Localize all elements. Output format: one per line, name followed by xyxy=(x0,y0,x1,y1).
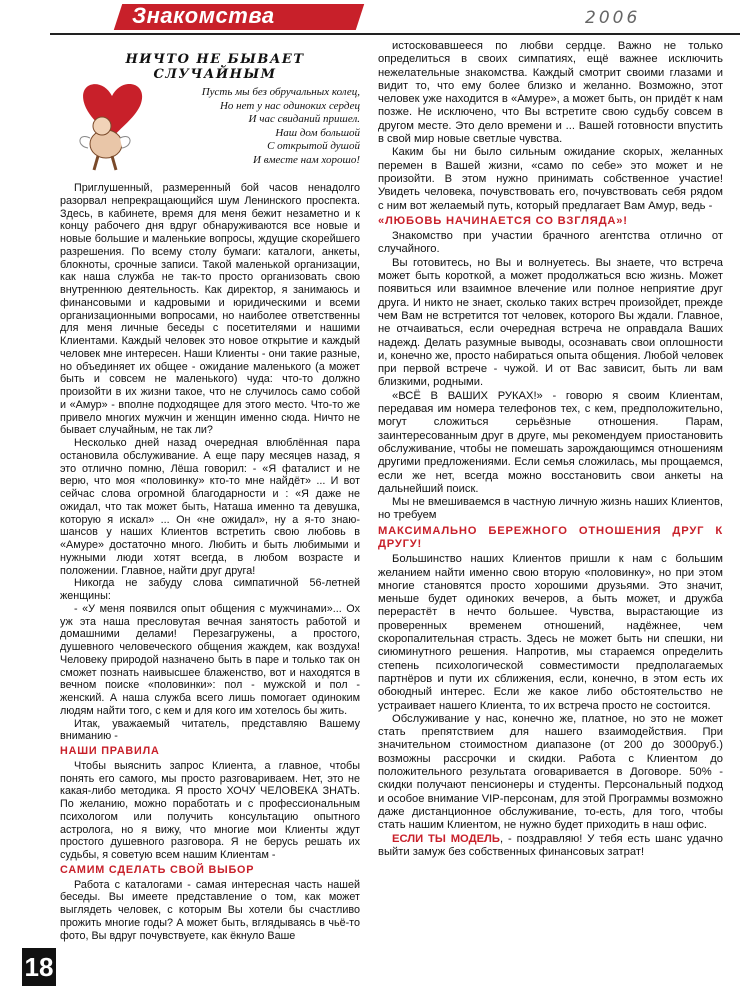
paragraph: Знакомство при участии брачного агентства отлично от случайного. xyxy=(378,230,723,256)
cupid-heart-illustration xyxy=(72,74,152,174)
closing-emphasis: ЕСЛИ ТЫ МОДЕЛЬ xyxy=(392,832,500,845)
closing-paragraph xyxy=(378,833,723,860)
paragraph: истосковавшееся по любви сердце. Важно не только определиться в своих симпатиях, ещё важнее исключить нежелательные знакомства. Каждый смотрит своими глазами и видит то, что ему более близко и желанно. Возможно, этот человек уже находится в «Амуре», а может быть, он придёт к нам позже. Не исключено, что Вы встретите свою судьбу совсем в другом месте. Это дело времени и ... Вашей готовности впустить в свой мир новые светлые чувства. xyxy=(378,40,723,146)
page-number: 18 xyxy=(22,948,56,986)
poem xyxy=(150,86,360,168)
paragraph: Мы не вмешиваемся в частную личную жизнь наших Клиентов, но требуем xyxy=(378,496,723,522)
poem-line: С открытой душой xyxy=(267,140,360,153)
subheading-rules: НАШИ ПРАВИЛА xyxy=(60,745,160,757)
paragraph: Обслуживание у нас, конечно же, платное, но это не может стать препятствием для нашего взаимодействия. При значительном стоимостном диапазоне (от 200 до 3000руб.) возможны рассрочки и скидки. Работа с Клиентом до положительного результата оговаривается в Договоре. 50% - скидки получают пенсионеры и студенты. Персональный подход и особое внимание VIP-персонам, для этой Программы возможно даже дистанционное обслуживание, то-есть, для того, чтобы стать нашим Клиентом, не нужно будет приходить в наш офис. xyxy=(378,712,723,832)
paragraph: Чтобы выяснить запрос Клиента, а главное, чтобы понять его самого, мы просто разговариваем. Нет, это не какая-либо методика. Я просто ХОЧУ ЧЕЛОВЕКА ЗНАТЬ. По желанию, можно поработать и с профессиональным психологом или получить консультацию опытного астролога, но я вижу, что многие мои Клиенты ждут простого душевного разговора. Я не берусь решать их судьбы, я советую всем нашим Клиентам - xyxy=(60,759,360,861)
left-column xyxy=(60,182,360,942)
closing-text: , - поздравляю! У тебя есть шанс удачно выйти замуж без собственных финансовых затрат! xyxy=(378,832,723,858)
subheading-careful-attitude: МАКСИМАЛЬНО БЕРЕЖНОГО ОТНОШЕНИЯ ДРУГ К ДРУГУ! xyxy=(378,524,723,550)
paragraph: Итак, уважаемый читатель, представляю Вашему вниманию - xyxy=(60,717,360,743)
poem-line: И час свиданий пришел. xyxy=(248,113,360,126)
poem-line: И вместе нам хорошо! xyxy=(253,153,360,166)
paragraph: Никогда не забуду слова симпатичной 56-летней женщины: xyxy=(60,577,360,602)
paragraph: - «У меня появился опыт общения с мужчинами»... Ох уж эта наша пресловутая вечная занятость работой и домашними делами! Перезагружены, а простого, душевного человеческого общения жаждем, как воздуха! Человеку природой назначено быть в паре и только так он сможет познать наивысшее блаженство, вот и находятся в вечном поиске «половинки»: пол - мужской и пол - женский. А наша служба всего лишь помогает одиноким людям найти того, с кем и для кого им хотелось бы жить. xyxy=(60,602,360,717)
poem-line: Наш дом большой xyxy=(275,126,360,139)
paragraph: Несколько дней назад очередная влюблённая пара остановила обслуживание. А еще пару месяцев назад, я это отлично помню, Лёша говорил: - «Я фаталист и не верю, что моя «половинку» кто-то мне найдёт» ... И вот сейчас слова огромной благодарности и : «Я даже не ожидал, что так может быть, Наташа именно та девушка, которую я искал» ... Он «не ожидал», ну а я-то знаю-шансов у наших Клиентов встретить свою любовь в «Амуре» достаточно много. Любить и быть любимыми и нужными люди хотят всегда, в любом возрасте и положении. Главное, найти друг друга! xyxy=(60,437,360,577)
issue-year: 2006 xyxy=(585,8,641,28)
paragraph: Большинство наших Клиентов пришли к нам с большим желанием найти именно свою вторую «половинку», но при этом многие становятся просто хорошими друзьями. Это значит, меньше будет одиноких вечеров, а быть может, и дружба перерастёт в нечто большее. Чувства, вырастающие из проверенных временем отношений, надёжнее, чем скоропалительная страсть. Здесь не может быть ни спешки, ни сиюминутного решения. Напротив, мы стараемся определить степень психологической совместимости предполагаемых партнёров и пути их сближения, если, конечно, в этом есть их обоюдный интерес. Если же какое либо обстоятельство не устраивает нашего Клиента, то их встреча просто не состоится. xyxy=(378,553,723,712)
section-header xyxy=(0,0,750,34)
header-rule xyxy=(50,33,740,35)
section-title: Знакомства xyxy=(132,3,275,28)
paragraph: Вы готовитесь, но Вы и волнуетесь. Вы знаете, что встреча может быть короткой, а может продолжаться всю жизнь. Может появиться или взаимное влечение или полное неприятие друг друга. И никто не знает, сколько таких встреч произойдет, прежде чем Вам не встретится тот человек, которого Вы ждали. Главное, не отчаиваться, если очередная встреча не оправдала Ваших надежд. Делать разумные выводы, осознавать свои оплошности и, конечно же, просто набираться опыта общения. Любой человек при первой встрече - чужой. И от Вас зависит, быть ли вам близкими, родными. xyxy=(378,256,723,389)
subheading-love-at-first-sight: «ЛЮБОВЬ НАЧИНАЕТСЯ СО ВЗГЛЯДА»! xyxy=(378,214,628,227)
poem-line: Но нет у нас одиноких сердец xyxy=(219,99,360,112)
paragraph: Работа с каталогами - самая интересная часть нашей беседы. Вы имеете представление о том, как может выглядеть человек, с которым Вы хотели бы счастливо прожить многие годы? А может быть, вглядываясь в чьё-то фото, Вы вдруг почувствуете, как ёкнуло Ваше xyxy=(60,878,360,942)
article-title: НИЧТО НЕ БЫВАЕТ СЛУЧАЙНЫМ xyxy=(125,52,305,82)
poem-line: Пусть мы без обручальных колец, xyxy=(201,86,360,98)
right-column xyxy=(378,40,723,859)
paragraph: Каким бы ни было сильным ожидание скорых, желанных перемен в Вашей жизни, «само по себе» это может и не произойти. В этом нужно принимать собственное участие! Увидеть человека, почувствовать его, почувствовать себя рядом с ним вот желаемый путь, который предлагает Вам Амур, ведь - xyxy=(378,146,723,212)
subheading-own-choice: САМИМ СДЕЛАТЬ СВОЙ ВЫБОР xyxy=(60,863,255,876)
paragraph: Приглушенный, размеренный бой часов ненадолго разорвал непрекращающийся шум Ленинского проспекта. Здесь, в кабинете, время для меня бежит незаметно и к концу рабочего дня вдруг обнаруживаются все новые и новые большие и маленькие вопросы, ждущие скорейшего разрешения. По всему столу бумаги: каталоги, анкеты, блокноты, срочные записи. Такой маленькой организации, как наша служба не так-то просто организовать свою внутреннюю деятельность. Как директор, я занимаюсь и финансовыми и кадровыми и юридическими и всеми организационными вопросами, но наиболее ответственны для меня личные беседы с посетителями и нашими Клиентами. Каждый человек это новое открытие и каждый человек мне интересен. Наши Клиенты - они такие разные, но объединяет их общее - ожидание маленького (а может быть и совсем не маленького) чуда: что-то должно произойти в их жизни такое, что не случилось само собой и «Амур» - вполне подходящее для этого место. Что-то же привело многих мужчин и женщин именно сюда. Ничто не бывает случайным, не так ли? xyxy=(60,182,360,437)
paragraph: «ВСЁ В ВАШИХ РУКАХ!» - говорю я своим Клиентам, передавая им номера телефонов тех, с кем, предположительно, могут сложиться серьёзные отношения. Парам, заинтересованным друг в друге, мы рекомендуем приостановить обслуживание, чтобы не помешать зарождающимся отношениям другими предложениями. Если семья сложилась, мы прощаемся, если же нет, всегда можно восстановить свои анкеты на дальнейший поиск. xyxy=(378,389,723,495)
